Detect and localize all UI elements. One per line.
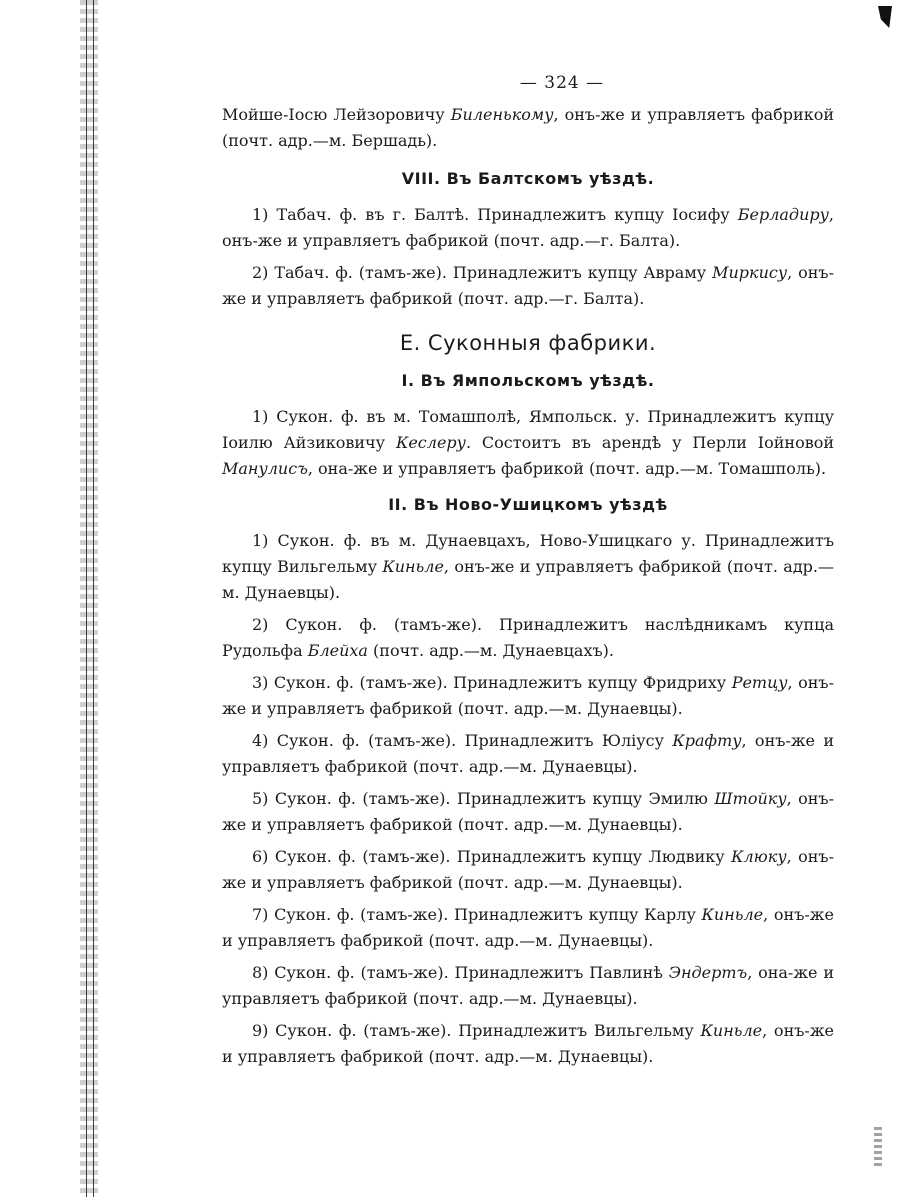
entry-text: 8) Сукон. ф. (тамъ-же). Принадлежитъ Павлинѣ <box>252 963 669 982</box>
entry-text: , онъ-же и управляетъ фабрикой (почт. адр.—г. Балта). <box>222 205 834 250</box>
owner-name: Киньле <box>382 557 444 576</box>
entry-text: 1) Табач. ф. въ г. Балтѣ. Принадлежитъ купцу Іосифу <box>252 205 738 224</box>
entry-text: , онъ-же и управляетъ фабрикой (почт. адр.—м. Дунаевцы). <box>222 673 834 718</box>
entry-text: 6) Сукон. ф. (тамъ-же). Принадлежитъ купцу Людвику <box>252 847 732 866</box>
entry-text: . Состоитъ въ арендѣ у Перли Іойновой <box>465 433 835 452</box>
factory-entry <box>222 786 834 838</box>
factory-entry <box>222 728 834 780</box>
page-number: — 324 — <box>519 73 605 93</box>
owner-name: Эндертъ <box>668 963 748 982</box>
section-title: Е. Суконныя фабрики. <box>399 331 657 355</box>
owner-name: Ретцу <box>731 673 788 692</box>
factory-entry <box>222 202 834 254</box>
entry-text: , онъ-же и управляетъ фабрикой (почт. адр.—м. Дунаевцы). <box>222 731 834 776</box>
owner-name: Крафту <box>672 731 742 750</box>
scan-edge-mark <box>874 1127 882 1167</box>
intro-text: , онъ-же и управляетъ фабрикой (почт. адр.—м. Бершадь). <box>222 105 835 150</box>
district-heading-yampol: I. Въ Ямпольскомъ уѣздѣ. <box>401 371 655 390</box>
owner-name: Штойку <box>714 789 787 808</box>
entry-text: , она-же и управляетъ фабрикой (почт. адр.—м. Томашполь). <box>307 459 827 478</box>
lessee-name: Манулисъ <box>222 459 308 478</box>
document-page <box>222 70 834 1076</box>
entry-text: , она-же и управляетъ фабрикой (почт. адр.—м. Дунаевцы). <box>222 963 834 1008</box>
entry-text: 9) Сукон. ф. (тамъ-же). Принадлежитъ Вильгельму <box>252 1021 701 1040</box>
factory-entry <box>222 1018 834 1070</box>
entry-text: 3) Сукон. ф. (тамъ-же). Принадлежитъ купцу Фридриху <box>252 673 732 692</box>
entry-text: , онъ-же и управляетъ фабрикой (почт. адр.—м. Дунаевцы). <box>222 847 834 892</box>
owner-name: Блейха <box>307 641 368 660</box>
entry-text: 2) Сукон. ф. (тамъ-же). Принадлежитъ наслѣдникамъ купца Рудольфа <box>222 615 834 660</box>
owner-name: Киньле <box>700 1021 763 1040</box>
factory-entry <box>222 844 834 896</box>
intro-paragraph <box>222 102 834 154</box>
entry-text: 7) Сукон. ф. (тамъ-же). Принадлежитъ купцу Карлу <box>252 905 702 924</box>
factory-entry <box>222 902 834 954</box>
factory-entry <box>222 528 834 606</box>
factory-entry <box>222 260 834 312</box>
entry-text: , онъ-же и управляетъ фабрикой (почт. адр.—г. Балта). <box>222 263 834 308</box>
page-binding-edge <box>80 0 98 1197</box>
entry-text: , онъ-же и управляетъ фабрикой (почт. адр.—м. Дунаевцы). <box>222 905 834 950</box>
factory-entry <box>222 670 834 722</box>
district-heading-novo-ushitsa: II. Въ Ново-Ушицкомъ уѣздѣ <box>388 495 668 514</box>
owner-name: Кеслеру <box>395 433 466 452</box>
district-heading-balta: VIII. Въ Балтскомъ уѣздѣ. <box>401 169 655 188</box>
entry-text: , онъ-же и управляетъ фабрикой (почт. адр.—м. Дунаевцы). <box>222 789 834 834</box>
page-binding-line <box>93 0 94 1197</box>
intro-text: Мойше-Іосю Лейзоровичу <box>222 105 451 124</box>
owner-name: Киньле <box>701 905 764 924</box>
owner-name: Биленькому <box>450 105 554 124</box>
owner-name: Миркису <box>712 263 788 282</box>
scan-corner-mark <box>878 6 892 28</box>
entry-text: 4) Сукон. ф. (тамъ-же). Принадлежитъ Юліусу <box>252 731 673 750</box>
entry-text: (почт. адр.—м. Дунаевцахъ). <box>367 641 614 660</box>
entry-text: 5) Сукон. ф. (тамъ-же). Принадлежитъ купцу Эмилю <box>252 789 715 808</box>
factory-entry <box>222 612 834 664</box>
entry-text: 1) Сукон. ф. въ м. Дунаевцахъ, Ново-Ушицкаго у. Принадлежитъ купцу Вильгельму <box>222 531 834 576</box>
entry-text: 1) Сукон. ф. въ м. Томашполѣ, Ямпольск. у. Принадлежитъ купцу Іоилю Айзиковичу <box>222 407 834 452</box>
factory-entry <box>222 960 834 1012</box>
owner-name: Берладиру <box>737 205 829 224</box>
owner-name: Клюку <box>731 847 787 866</box>
page-binding-line <box>86 0 87 1197</box>
entry-text: 2) Табач. ф. (тамъ-же). Принадлежитъ купцу Авраму <box>252 263 713 282</box>
factory-entry <box>222 404 834 482</box>
entry-text: , онъ-же и управляетъ фабрикой (почт. адр.—м. Дунаевцы). <box>222 1021 835 1066</box>
entry-text: , онъ-же и управляетъ фабрикой (почт. адр.—м. Дунаевцы). <box>222 557 834 602</box>
